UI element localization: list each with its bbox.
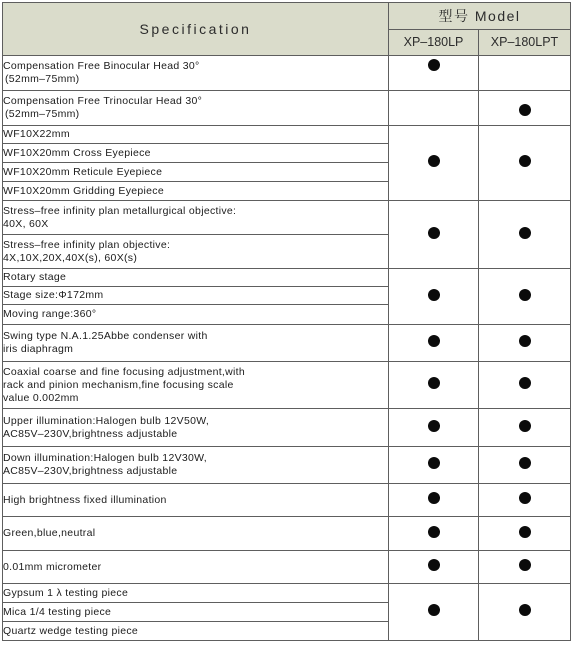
included-dot-icon — [428, 420, 440, 432]
spec-text: 4X,10X,20X,40X(s), 60X(s) — [3, 251, 138, 264]
included-dot-icon — [519, 104, 531, 116]
spec-text: iris diaphragm — [3, 343, 74, 355]
lpt-cell — [479, 517, 571, 551]
spec-text: Rotary stage — [3, 269, 389, 287]
lp-cell — [389, 56, 479, 91]
table-row — [3, 362, 571, 409]
spec-cell — [3, 409, 389, 447]
table-row — [3, 584, 571, 603]
model-lp-header: XP–180LP — [389, 29, 479, 56]
lpt-cell — [479, 551, 571, 584]
spec-text: 0.01mm micrometer — [3, 551, 389, 584]
spec-text: Quartz wedge testing piece — [3, 622, 389, 641]
included-dot-icon — [519, 457, 531, 469]
spec-text: AC85V–230V,brightness adjustable — [3, 427, 178, 440]
included-dot-icon — [519, 155, 531, 167]
included-dot-icon — [428, 604, 440, 616]
table-row — [3, 409, 571, 447]
table-row — [3, 269, 571, 287]
included-dot-icon — [519, 227, 531, 239]
table-row — [3, 517, 571, 551]
spec-text: Compensation Free Trinocular Head 30° — [3, 95, 203, 107]
spec-text: Stress–free infinity plan metallurgical objective: — [3, 204, 237, 217]
included-dot-icon — [428, 377, 440, 389]
table-row — [3, 551, 571, 584]
spec-cell — [3, 201, 389, 235]
spec-text: WF10X20mm Cross Eyepiece — [3, 144, 389, 163]
table-row — [3, 201, 571, 235]
model-header: 型号 Model — [389, 3, 571, 30]
spec-text: WF10X20mm Gridding Eyepiece — [3, 182, 389, 201]
lpt-cell — [479, 584, 571, 641]
spec-text: Coaxial coarse and fine focusing adjustment,with — [3, 365, 246, 378]
spec-text: Down illumination:Halogen bulb 12V30W, — [3, 452, 208, 464]
table-row — [3, 91, 571, 126]
lp-cell — [389, 325, 479, 362]
lp-cell — [389, 551, 479, 584]
spec-cell — [3, 447, 389, 484]
spec-cell — [3, 362, 389, 409]
table-row — [3, 325, 571, 362]
table-row — [3, 126, 571, 144]
included-dot-icon — [519, 335, 531, 347]
lpt-cell — [479, 269, 571, 325]
spec-text: Stress–free infinity plan objective: — [3, 238, 171, 251]
spec-cell — [3, 91, 389, 126]
lp-cell — [389, 584, 479, 641]
spec-text: AC85V–230V,brightness adjustable — [3, 465, 178, 477]
lp-cell — [389, 447, 479, 484]
spec-cell — [3, 235, 389, 269]
lp-cell — [389, 91, 479, 126]
included-dot-icon — [519, 604, 531, 616]
spec-header: Specification — [3, 3, 389, 56]
spec-cell — [3, 56, 389, 91]
lp-cell — [389, 201, 479, 269]
table-row — [3, 447, 571, 484]
included-dot-icon — [428, 155, 440, 167]
lp-cell — [389, 269, 479, 325]
lpt-cell — [479, 484, 571, 517]
included-dot-icon — [519, 526, 531, 538]
spec-text: (52mm–75mm) — [5, 108, 80, 120]
spec-text: Gypsum 1 λ testing piece — [3, 584, 389, 603]
spec-table — [2, 2, 571, 641]
spec-text: Swing type N.A.1.25Abbe condenser with — [3, 330, 208, 342]
lpt-cell — [479, 409, 571, 447]
spec-text: Green,blue,neutral — [3, 517, 389, 551]
lp-cell — [389, 126, 479, 201]
lpt-cell — [479, 362, 571, 409]
spec-text: WF10X22mm — [3, 126, 389, 144]
lp-cell — [389, 484, 479, 517]
lp-cell — [389, 517, 479, 551]
lp-cell — [389, 409, 479, 447]
included-dot-icon — [428, 492, 440, 504]
included-dot-icon — [428, 457, 440, 469]
table-row — [3, 56, 571, 91]
included-dot-icon — [428, 335, 440, 347]
spec-text: value 0.002mm — [3, 391, 79, 404]
spec-text: 40X, 60X — [3, 217, 49, 230]
included-dot-icon — [428, 59, 440, 71]
lp-cell — [389, 362, 479, 409]
table-row — [3, 484, 571, 517]
spec-text: Upper illumination:Halogen bulb 12V50W, — [3, 414, 210, 427]
included-dot-icon — [519, 559, 531, 571]
lpt-cell — [479, 91, 571, 126]
spec-text: WF10X20mm Reticule Eyepiece — [3, 163, 389, 182]
spec-text: Mica 1/4 testing piece — [3, 603, 389, 622]
spec-text: High brightness fixed illumination — [3, 484, 389, 517]
lpt-cell — [479, 201, 571, 269]
spec-text: Compensation Free Binocular Head 30° — [3, 60, 200, 72]
spec-text: (52mm–75mm) — [5, 73, 80, 85]
included-dot-icon — [519, 377, 531, 389]
spec-text: Stage size:Φ172mm — [3, 287, 389, 305]
included-dot-icon — [519, 289, 531, 301]
lpt-cell — [479, 447, 571, 484]
included-dot-icon — [428, 559, 440, 571]
included-dot-icon — [428, 289, 440, 301]
included-dot-icon — [519, 492, 531, 504]
spec-text: rack and pinion mechanism,fine focusing scale — [3, 378, 234, 391]
included-dot-icon — [428, 526, 440, 538]
lpt-cell — [479, 126, 571, 201]
spec-text: Moving range:360° — [3, 305, 389, 325]
model-lpt-header: XP–180LPT — [479, 29, 571, 56]
included-dot-icon — [519, 420, 531, 432]
lpt-cell — [479, 325, 571, 362]
included-dot-icon — [428, 227, 440, 239]
spec-cell — [3, 325, 389, 362]
lpt-cell — [479, 56, 571, 91]
